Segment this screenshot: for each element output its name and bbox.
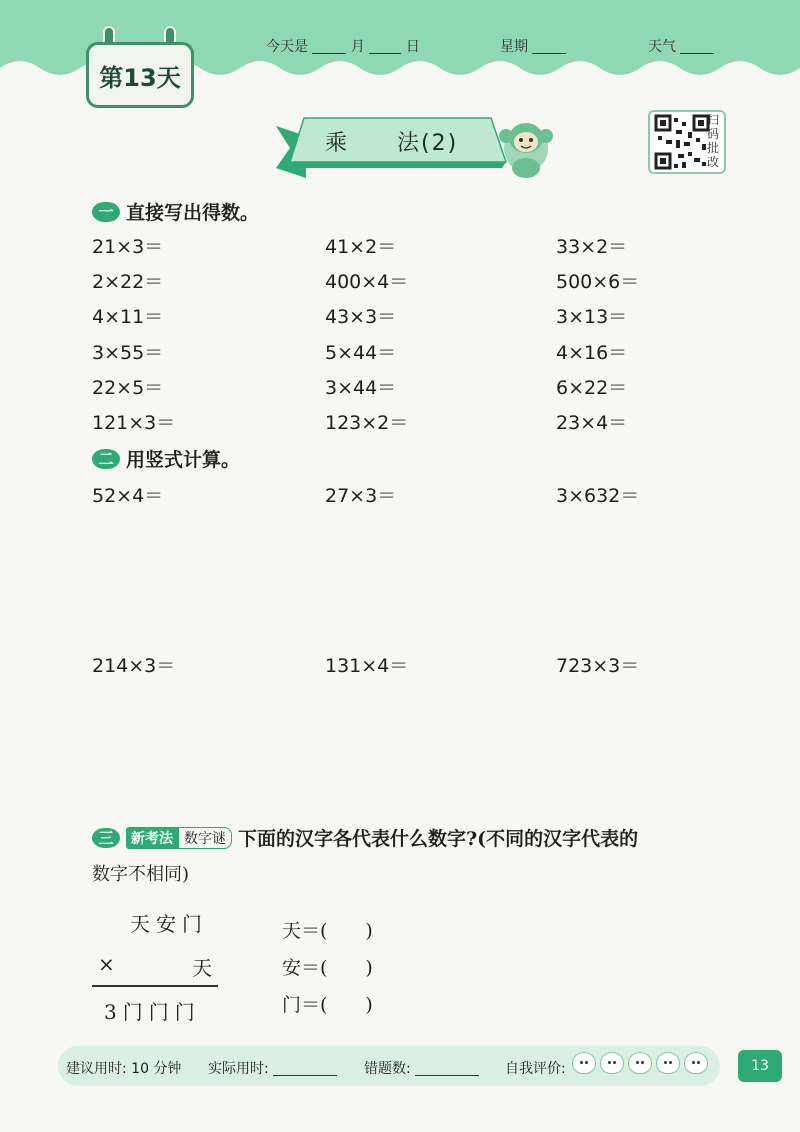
new-method-tag: 新考法 (126, 827, 178, 849)
expr-s1-c1-r4: 3×55＝ (92, 342, 164, 364)
section3-number: 三 (92, 828, 120, 848)
day-badge: 第13天 (86, 42, 194, 108)
expr-s1-c1-r6: 121×3＝ (92, 412, 176, 434)
expr-s1-c3-r1: 33×2＝ (556, 236, 628, 258)
page-number: 13 (738, 1050, 782, 1082)
answer-tian[interactable]: 天＝( ) (282, 920, 373, 942)
error-count-field: 错题数: (364, 1058, 479, 1078)
section2-heading: 二 用竖式计算。 (92, 445, 240, 472)
smiley-face-icon[interactable] (656, 1052, 680, 1074)
expr-s1-c3-r6: 23×4＝ (556, 412, 628, 434)
section3-heading-cont: 数字不相同) (92, 864, 190, 885)
expr-s2-r2-c1: 214×3＝ (92, 655, 176, 677)
number-riddle-tag: 数字谜 (178, 827, 232, 849)
expr-s1-c2-r1: 41×2＝ (325, 236, 397, 258)
answer-men[interactable]: 门＝( ) (282, 994, 373, 1016)
weekday-field: 星期 (500, 36, 566, 56)
suggested-time: 建议用时: 10 分钟 (66, 1061, 182, 1077)
riddle-result-row: 3门门门 (104, 1000, 201, 1024)
answer-an[interactable]: 安＝( ) (282, 957, 373, 979)
expr-s1-c3-r4: 4×16＝ (556, 342, 628, 364)
qr-code-icon (654, 114, 710, 170)
expr-s1-c1-r1: 21×3＝ (92, 236, 164, 258)
error-count-blank[interactable] (415, 1062, 479, 1076)
expr-s2-r2-c3: 723×3＝ (556, 655, 640, 677)
expr-s1-c2-r3: 43×3＝ (325, 306, 397, 328)
expr-s2-r1-c3: 3×632＝ (556, 485, 640, 507)
qr-caption: 扫码批改 (707, 113, 720, 169)
day-blank[interactable] (369, 40, 401, 54)
actual-time-field: 实际用时: (208, 1058, 337, 1078)
expr-s1-c3-r2: 500×6＝ (556, 271, 640, 293)
expr-s1-c3-r3: 3×13＝ (556, 306, 628, 328)
weather-field: 天气 (648, 36, 714, 56)
expr-s1-c2-r5: 3×44＝ (325, 377, 397, 399)
actual-time-blank[interactable] (273, 1062, 337, 1076)
section1-number: 一 (92, 202, 120, 222)
monkey-icon (499, 123, 553, 178)
smiley-face-icon[interactable] (628, 1052, 652, 1074)
expr-s1-c2-r2: 400×4＝ (325, 271, 409, 293)
smiley-face-icon[interactable] (600, 1052, 624, 1074)
riddle-multiplier: 天 (192, 956, 218, 980)
self-eval-label: 自我评价: (505, 1061, 566, 1077)
riddle-multiply-sign: × (98, 952, 121, 976)
section1-heading: 一 直接写出得数。 (92, 198, 259, 225)
expr-s2-r2-c2: 131×4＝ (325, 655, 409, 677)
month-blank[interactable] (312, 40, 346, 54)
expr-s1-c1-r2: 2×22＝ (92, 271, 164, 293)
smiley-face-icon[interactable] (684, 1052, 708, 1074)
weekday-blank[interactable] (532, 40, 566, 54)
riddle-divider (92, 985, 218, 987)
self-eval-faces (572, 1052, 708, 1074)
date-field: 今天是 月 日 (266, 39, 420, 55)
weather-blank[interactable] (680, 40, 714, 54)
expr-s1-c2-r6: 123×2＝ (325, 412, 409, 434)
expr-s2-r1-c2: 27×3＝ (325, 485, 397, 507)
section3-heading: 三 新考法 数字谜 下面的汉字各代表什么数字?(不同的汉字代表的 (92, 824, 638, 851)
expr-s1-c2-r4: 5×44＝ (325, 342, 397, 364)
section2-number: 二 (92, 449, 120, 469)
expr-s1-c1-r3: 4×11＝ (92, 306, 164, 328)
expr-s2-r1-c1: 52×4＝ (92, 485, 164, 507)
expr-s1-c3-r5: 6×22＝ (556, 377, 628, 399)
riddle-top-row: 天安门 (130, 912, 208, 936)
smiley-face-icon[interactable] (572, 1052, 596, 1074)
page-title: 乘 法(2) (325, 131, 459, 156)
expr-s1-c1-r5: 22×5＝ (92, 377, 164, 399)
